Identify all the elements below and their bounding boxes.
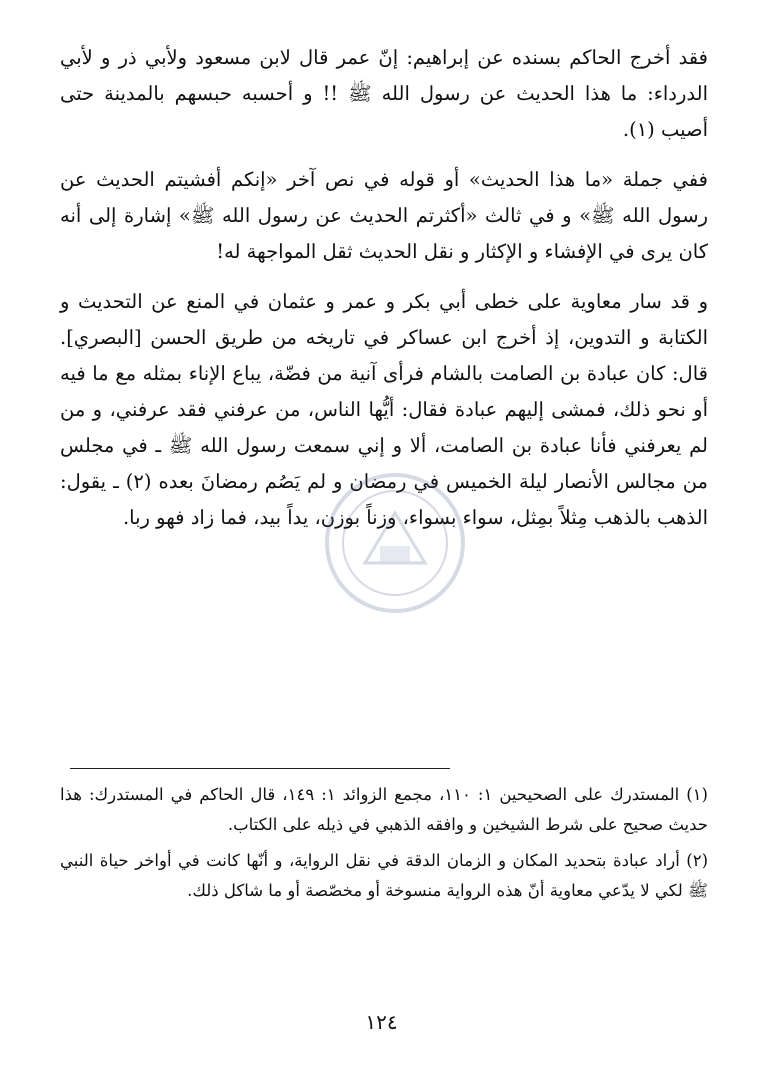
footnote-divider	[70, 768, 450, 769]
page-number: ١٢٤	[365, 1010, 398, 1034]
paragraph-1: فقد أخرج الحاكم بسنده عن إبراهيم: إنّ عمر قال لابن مسعود ولأبي ذر و لأبي الدرداء: ما هذا الحديث عن رسول الله ﷺ !! و أحسبه حبسهم بالمدينة حتى أصيب (١).	[60, 46, 708, 141]
paragraph-2: ففي جملة «ما هذا الحديث» أو قوله في نص آخر «إنكم أفشيتم الحديث عن رسول الله ﷺ» و في ثالث «أكثرتم الحديث عن رسول الله ﷺ» إشارة إلى أنه كان يرى في الإفشاء و الإكثار و نقل الحديث ثقل المواجهة له!	[60, 168, 708, 263]
page-body	[60, 40, 708, 550]
footnote-1: (١) المستدرك على الصحيحين ١: ١١٠، مجمع الزوائد ١: ١٤٩، قال الحاكم في المستدرك: هذا حديث صحيح على شرط الشيخين و وافقه الذهبي في ذيله على الكتاب.	[60, 785, 708, 834]
paragraph-3: و قد سار معاوية على خطى أبي بكر و عمر و عثمان في المنع عن التحديث و الكتابة و التدوين، إذ أخرج ابن عساكر في تاريخه من طريق الحسن [البصري]. قال: كان عبادة بن الصامت بالشام فرأى آنية من فضّة، يباع الإناء بمثله مع ما فيه أو نحو ذلك، فمشى إليهم عبادة فقال: أيُّها الناس، من عرفني فقد عرفني، و من لم يعرفني فأنا عبادة بن الصامت، ألا و إني سمعت رسول الله ﷺ ـ في مجلس من مجالس الأنصار ليلة الخميس في رمضان و لم يَصُم رمضانَ بعده (٢) ـ يقول: الذهب بالذهب مِثلاً بمِثل، سواء بسواء، وزناً بوزن، يداً بيد، فما زاد فهو ربا.	[60, 290, 708, 529]
footnote-2: (٢) أراد عبادة بتحديد المكان و الزمان الدقة في نقل الرواية، و أنّها كانت في أواخر حياة النبي ﷺ لكي لا يدّعي معاوية أنّ هذه الرواية منسوخة أو مخصّصة أو ما شاكل ذلك.	[60, 851, 708, 900]
footnotes	[60, 780, 708, 912]
